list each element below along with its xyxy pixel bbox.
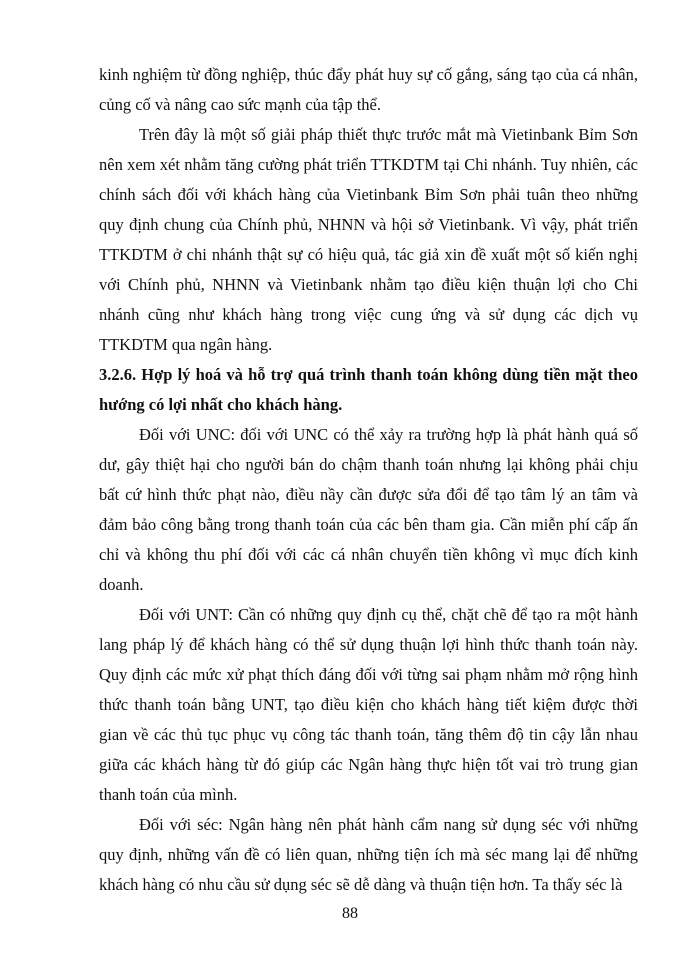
section-heading: 3.2.6. Hợp lý hoá và hỗ trợ quá trình thanh toán không dùng tiền mặt theo hướng có lợi nhất cho khách hàng. xyxy=(99,365,638,414)
paragraph-unt: Đối với UNT: Cần có những quy định cụ thể, chặt chẽ để tạo ra một hành lang pháp lý để khách hàng có thể sử dụng thuận lợi hình thức thanh toán này. Quy định các mức xử phạt thích đáng đối với từng sai phạm nhằm mở rộng hình thức thanh toán bằng UNT, tạo điều kiện cho khách hàng tiết kiệm được thời gian về các thủ tục phục vụ công tác thanh toán, tăng thêm độ tin cậy lẫn nhau giữa các khách hàng từ đó giúp các Ngân hàng thực hiện tốt vai trò trung gian thanh toán của mình. xyxy=(99,605,638,804)
paragraph-unc: Đối với UNC: đối với UNC có thể xảy ra trường hợp là phát hành quá số dư, gây thiệt hại cho người bán do chậm thanh toán nhưng lại không phải chịu bất cứ hình thức phạt nào, điều nầy cần được sửa đổi để tạo tâm lý an tâm và đảm bảo công bằng trong thanh toán của các bên tham gia. Cần miễn phí cấp ấn chỉ và không thu phí đối với các cá nhân chuyển tiền không vì mục đích kinh doanh. xyxy=(99,425,638,594)
paragraph-sec: Đối với séc: Ngân hàng nên phát hành cẩm nang sử dụng séc với những quy định, những vấn đề có liên quan, những tiện ích mà séc mang lại để những khách hàng có nhu cầu sử dụng séc sẽ dễ dàng và thuận tiện hơn. Ta thấy séc là xyxy=(99,815,638,894)
page-number: 88 xyxy=(342,905,358,922)
body-text xyxy=(99,60,638,900)
paragraph-solutions-summary: Trên đây là một số giải pháp thiết thực trước mắt mà Vietinbank Bỉm Sơn nên xem xét nhằm tăng cường phát triển TTKDTM tại Chi nhánh. Tuy nhiên, các chính sách đối với khách hàng của Vietinbank Bỉm Sơn phải tuân theo những quy định chung của Chính phủ, NHNN và hội sở Vietinbank. Vì vậy, phát triển TTKDTM ở chi nhánh thật sự có hiệu quả, tác giả xin đề xuất một số kiến nghị với Chính phủ, NHNN và Vietinbank nhằm tạo điều kiện thuận lợi cho Chi nhánh cũng như khách hàng trong việc cung ứng và sử dụng các dịch vụ TTKDTM qua ngân hàng. xyxy=(99,125,638,354)
paragraph-continuation: kinh nghiệm từ đồng nghiệp, thúc đẩy phát huy sự cố gắng, sáng tạo của cá nhân, củng cố và nâng cao sức mạnh của tập thể. xyxy=(99,65,638,114)
